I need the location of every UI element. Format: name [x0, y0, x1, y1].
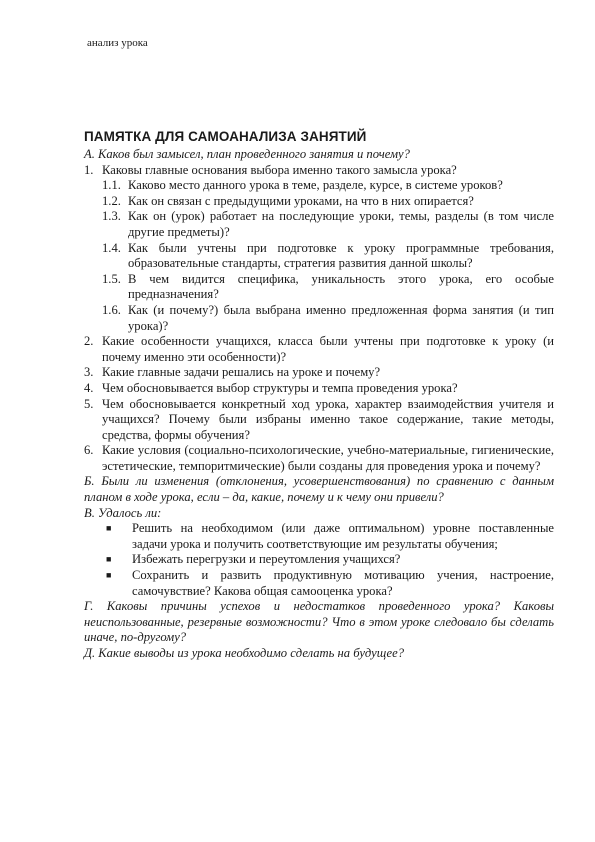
list-item	[84, 365, 554, 381]
item-text: Каково место данного урока в теме, разделе, курсе, в системе уроков?	[128, 178, 503, 193]
bullet-text: Избежать перегрузки и переутомления учащихся?	[132, 552, 401, 567]
item-number: 4.	[84, 380, 94, 395]
item-number: 3.	[84, 365, 94, 380]
item-text: Чем обосновывается выбор структуры и темпа проведения урока?	[102, 380, 458, 395]
section-b-text: Б. Были ли изменения (отклонения, усовершенствования) по сравнению с данным планом в ходе урока, если – да, какие, почему и к чему они привели?	[84, 474, 554, 505]
section-g-text: Г. Каковы причины успехов и недостатков проведенного урока? Каковы неиспользованные, резервные возможности? Что в этом уроке следовало бы сделать иначе, по-другому?	[84, 599, 554, 645]
item-number: 1.5.	[102, 271, 121, 286]
sub-list-item	[102, 241, 554, 272]
item-text: В чем видится специфика, уникальность этого урока, его особые предназначения?	[128, 271, 554, 302]
item-text: Каковы главные основания выбора именно такого замысла урока?	[102, 162, 457, 177]
section-v-heading: В. Удалось ли:	[84, 505, 162, 520]
list-item	[84, 381, 554, 397]
item-number: 5.	[84, 396, 94, 411]
item-text: Чем обосновывается конкретный ход урока, характер взаимодействия учителя и учащихся? Почему были избраны именно такое содержание, такие методы, средства, формы обучения?	[102, 396, 554, 442]
sub-list-item	[102, 303, 554, 334]
item-text: Как он связан с предыдущими уроками, на что в них опирается?	[128, 193, 474, 208]
item-text: Какие особенности учащихся, класса были учтены при подготовке к уроку (и почему именно эти особенности)?	[102, 334, 554, 364]
memo-title: ПАМЯТКА ДЛЯ САМОАНАЛИЗА ЗАНЯТИЙ	[84, 129, 367, 144]
square-bullet-icon: ■	[106, 523, 112, 534]
list-item	[84, 443, 554, 474]
bullet-item	[104, 521, 554, 552]
sub-list-item	[102, 209, 554, 240]
item-number: 1.6.	[102, 302, 121, 317]
item-text: Какие условия (социально-психологические, учебно-материальные, гигиенические, эстетические, темпоритмические) были созданы для проведения урока и почему?	[102, 443, 554, 473]
running-header: анализ урока	[87, 37, 148, 49]
item-number: 1.4.	[102, 240, 121, 255]
item-number: 1.3.	[102, 209, 121, 224]
bullet-text: Сохранить и развить продуктивную мотивацию учения, настроение, самочувствие? Какова общая самооценка урока?	[132, 568, 554, 598]
item-number: 6.	[84, 443, 94, 458]
section-a-heading: А. Каков был замысел, план проведенного занятия и почему?	[84, 147, 410, 161]
item-text: Как он (урок) работает на последующие уроки, темы, разделы (в том числе другие предметы)?	[128, 209, 554, 239]
bullet-text: Решить на необходимом (или даже оптимальном) уровне поставленные задачи урока и получить соответствующие им результаты обучения;	[132, 521, 554, 551]
list-item	[84, 397, 554, 444]
sub-list-item	[102, 178, 554, 194]
list-item	[84, 334, 554, 365]
item-number: 1.	[84, 162, 94, 177]
bullet-item	[104, 552, 554, 568]
list-item	[84, 163, 554, 179]
sub-list-item	[102, 272, 554, 303]
item-text: Какие главные задачи решались на уроке и почему?	[102, 365, 381, 380]
section-d-text: Д. Какие выводы из урока необходимо сделать на будущее?	[84, 646, 405, 660]
sub-list-item	[102, 194, 554, 210]
item-text: Как (и почему?) была выбрана именно предложенная форма занятия (и тип урока)?	[128, 302, 554, 333]
square-bullet-icon: ■	[106, 554, 112, 565]
item-number: 2.	[84, 334, 94, 349]
item-number: 1.2.	[102, 193, 121, 208]
memo-content	[84, 128, 554, 662]
item-number: 1.1.	[102, 178, 121, 193]
bullet-item	[104, 568, 554, 599]
item-text: Как были учтены при подготовке к уроку программные требования, образовательные стандарты, стратегия развития данной школы?	[128, 240, 554, 271]
square-bullet-icon: ■	[106, 570, 112, 581]
